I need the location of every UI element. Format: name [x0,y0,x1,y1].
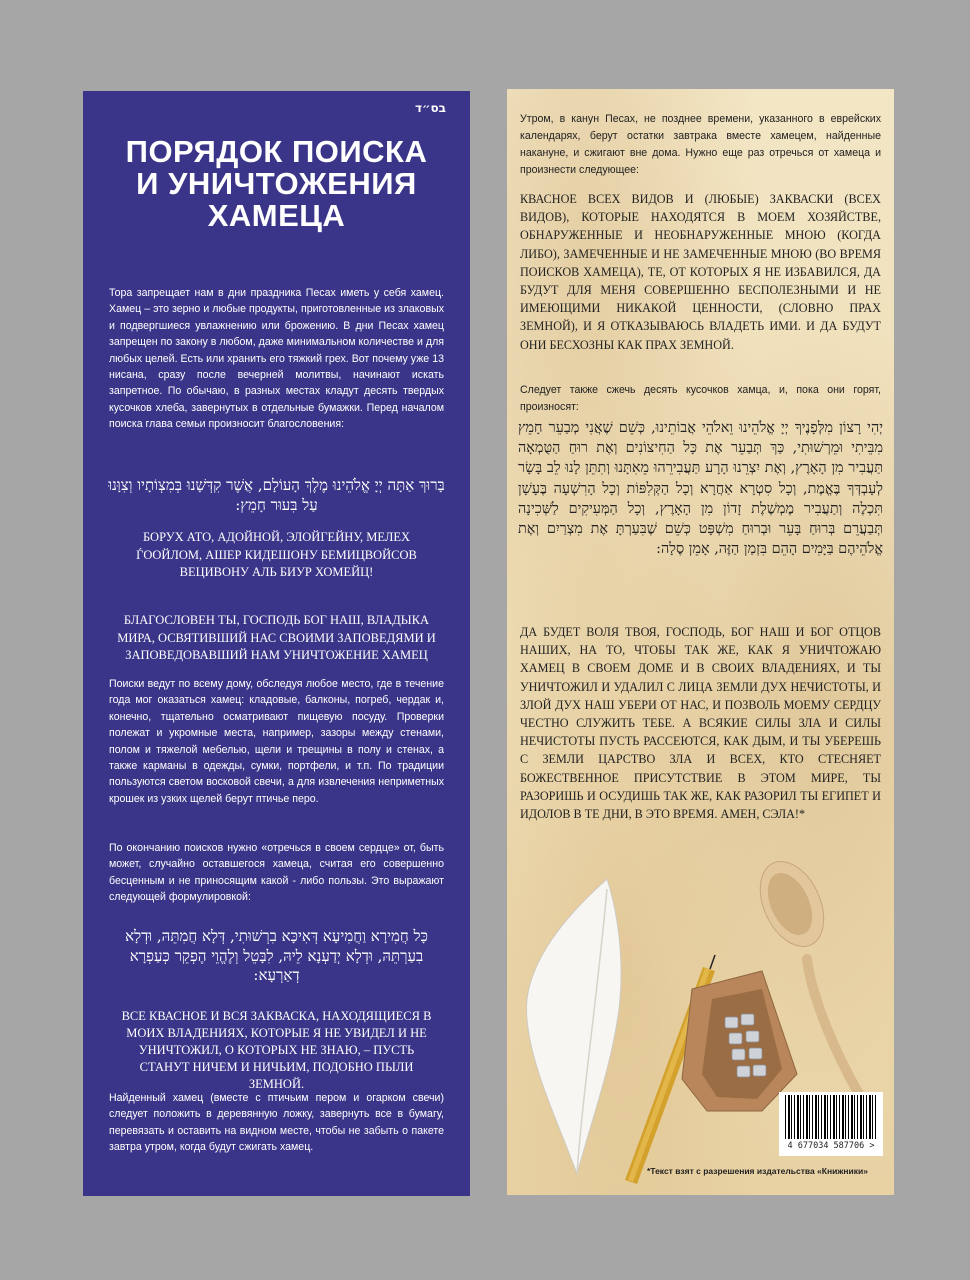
search-paragraph: Поиски ведут по всему дому, обследуя любое место, где в течение года мог оказаться хамец: кладовые, балконы, погреб, чердак и, конечно, тщательно осматривают пищевую посуду. Проверки полежат и укромные места, например, зазоры между стенами, полом и тяжелой мебелью, щели и трещины в полу и стенах, а также карманы в одежды, сумки, портфели, и т.п. По традиции пользуются светом восковой свечи, а для извлечения неприметных крошек из узких щелей берут птичье перо. [109,678,444,805]
blessing-translation: БЛАГОСЛОВЕН ТЫ, ГОСПОДЬ БОГ НАШ, ВЛАДЫКА МИРА, ОСВЯТИВШИЙ НАС СВОИМИ ЗАПОВЕДЯМИ И ЗАПОВЕДОВАВШИЙ НАМ УНИЧТОЖЕНИЕ ХАМЕЦ [117,613,436,662]
morning-paragraph: Утром, в канун Песах, не позднее времени, указанного в еврейских календарях, берут остатки завтрака вместе хамецем, найденные накануне, и сжигают вне дома. Нужно еще раз отречься от хамеца и произнести следующее: [520,113,881,176]
page-title [83,136,470,232]
found-paragraph: Найденный хамец (вместе с птичьим пером и огарком свечи) следует положить в деревянную ложку, завернуть все в бумагу, перевязать и оставить на видном месте, чтобы не забыть о пакете завтра утром, когда будут сжигать хамец. [109,1092,444,1154]
left-panel [83,91,470,1196]
title-line: ПОРЯДОК ПОИСКА [125,134,428,169]
footnote: *Текст взят с разрешения издательства «Книжники» [647,1166,868,1176]
title-line: И УНИЧТОЖЕНИЯ [136,166,417,201]
intro-paragraph: Тора запрещает нам в дни праздника Песах иметь у себя хамец. Хамец – это зерно и любые продукты, приготовленные из злаковых и подвергшиеся увлажнению или брожению. В дни Песах хамец запрещен по закону в любом, даже минимальном количестве и для любых целей. Есть или хранить его тяжкий грех. Вот почему уже 13 нисана, сразу после вечерней молитвы, начинают искать запретное. По обычаю, в разных местах кладут десять твердых кусочков хлеба, завернутых в отдельные бумажки. Перед началом поиска глава семьи произносит благословения: [109,287,444,431]
barcode [779,1092,883,1156]
title-line: ХАМЕЦА [207,198,346,233]
feather-icon [527,879,622,1174]
renounce-paragraph: По окончанию поисков нужно «отречься в своем сердце» от, быть может, случайно оставшегося хамеца, считая его совершенно бесценным и не приносящим какой - либо пользы. Это выражают следующей формулировкой: [109,842,444,904]
blessing-hebrew: בָּרוּךְ אַתָּה יְיָ אֱלֹהֵינוּ מֶלֶךְ הָעוֹלָם, אֲשֶׁר קִדְּשָׁנוּ בְּמִצְוֹתָיו וְצִוָּנוּ עַל בִּעוּר חָמֵץ: [108,476,445,514]
kol-chamira-translation: ВСЕ КВАСНОЕ И ВСЯ ЗАКВАСКА, НАХОДЯЩИЕСЯ В МОИХ ВЛАДЕНИЯХ, КОТОРЫЕ Я НЕ УВИДЕЛ И НЕ УНИЧТОЖИЛ, О КОТОРЫХ НЕ ЗНАЮ, – ПУСТЬ СТАНУТ НИЧЕМ И НИЧЬИМ, ПОДОБНО ПЫЛИ ЗЕМНОЙ. [121,1009,432,1091]
yehi-ratzon-translation: ДА БУДЕТ ВОЛЯ ТВОЯ, ГОСПОДЬ, БОГ НАШ И БОГ ОТЦОВ НАШИХ, НА ТО, ЧТОБЫ ТАК ЖЕ, КАК Я УНИЧТОЖАЮ ХАМЕЦ В СВОЕМ ДОМЕ И В СВОИХ ВЛАДЕНИЯХ, И ТЫ УНИЧТОЖИЛ И УДАЛИЛ С ЛИЦА ЗЕМЛИ ДУХ НЕЧИСТОТЫ, И ЗЛОЙ ДУХ НАШ УБЕРИ ОТ НАС, И ПОЗВОЛЬ МОЕМУ СЕРДЦУ ЧЕСТНО СЛУЖИТЬ ТЕБЕ. А ВСЯКИЕ СИЛЫ ЗЛА И СИЛЫ НЕЧИСТОТЫ ПУСТЬ РАССЕЮТСЯ, КАК ДЫМ, И ТЫ УБЕРЕШЬ С ЗЕМЛИ ЦАРСТВО ЗЛА И ВСЕХ, КТО СТЕСНЯЕТ БОЖЕСТВЕННОЕ ПРИСУТСТВИЕ В ЭТОМ МИРЕ, ТЫ РАЗОРИШЬ И ОСУДИШЬ ТАК ЖЕ, КАК РАЗОРИЛ ТЫ ЕГИПЕТ И ИДОЛОВ В ТЕ ДНИ, В ЭТО ВРЕМЯ. АМЕН, СЭЛА!* [520,625,881,822]
blessing-transliteration: БОРУХ АТО, АДОЙНОЙ, ЭЛОЙГЕЙНУ, МЕЛЕХ ЃООЙЛОМ, АШЕР КИДЕШОНУ БЕМИЦВОЙСОВ ВЕЦИВОНУ АЛЬ БИУР ХОМЕЙЦ! [136,530,417,579]
burn-intro: Следует также сжечь десять кусочков хамца, и, пока они горят, произносят: [520,384,881,413]
wrapped-bread-icon [682,971,797,1111]
bsd-mark: בס״ד [414,101,446,115]
right-panel [507,89,894,1195]
renounce-text: КВАСНОЕ ВСЕХ ВИДОВ И (ЛЮБЫЕ) ЗАКВАСКИ (ВСЕХ ВИДОВ), КОТОРЫЕ НАХОДЯТСЯ В МОЕМ ХОЗЯЙСТВЕ, ОБНАРУЖЕННЫЕ И НЕОБНАРУЖЕННЫЕ МНОЮ (КОГДА ЛИБО), ЗАМЕЧЕННЫЕ И НЕ ЗАМЕЧЕННЫЕ МНОЮ (ВО ВРЕМЯ ПОИСКОВ ХАМЕЦА), ТЕ, ОТ КОТОРЫХ Я НЕ ИЗБАВИЛСЯ, ДА БУДУТ ДЛЯ МЕНЯ СОВЕРШЕННО БЕСПОЛЕЗНЫМИ И НЕ ИМЕЮЩИМИ НИКАКОЙ ЦЕННОСТИ, (СЛОВНО ПРАХ ЗЕМНОЙ), И Я ОТКАЗЫВАЮСЬ ВЛАДЕТЬ ИМИ. И ДА БУДУТ ОНИ БЕСХОЗНЫ КАК ПРАХ ЗЕМНОЙ. [520,192,881,352]
kol-chamira-hebrew: כָּל חֲמִירָא וַחֲמִיעָא דְּאִיכָּא בִרְשׁוּתִי, דְּלָא חֲמִתֵּהּ, וּדְלָא בִעַרְתֵּהּ, וּדְלָא יְדַעְנָא לֵיהּ, לִבָּטֵל וְלֶהֱוֵי הֶפְקֵר כְּעַפְרָא דְאַרְעָא: [125,927,428,984]
barcode-number: 4 677034 587706 > [787,1141,875,1151]
yehi-ratzon-hebrew: יְהִי רָצוֹן מִלְּפָנֶיךָ יְיָ אֱלֹהֵינוּ וֵאלֹהֵי אֲבוֹתֵינוּ, כְּשֵׁם שֶׁאֲנִי מְבַעֵר חָמֵץ מִבֵּיתִי וּמֵרְשׁוּתִי, כַּךְ תְּבַעֵר אֶת כָּל הַחִיצוֹנִים וְאֶת רוּחַ הַטֻּמְאָה תַּעֲבִיר מִן הָאָרֶץ, וְאֶת יִצְרֵנוּ הָרָע תַּעֲבִירֵהוּ מֵאִתָּנוּ וְתִתֵּן לָנוּ לֵב בָּשָׂר לְעָבְדְּךָ בֶּאֱמֶת, וְכָל סִטְרָא אַחֲרָא וְכָל הַקְּלִפּוֹת וְכָל הָרִשְׁעָה בֶּעָשָׁן תִּכְלֶה וְתַעֲבִיר מֶמְשֶׁלֶת זָדוֹן מִן הָאָרֶץ, וְכָל הַמְּעִיקִים לַשְּׁכִינָה תְּבַעֲרֵם בְּרוּחַ בָּעֵר וּבְרוּחַ מִשְׁפָּט כְּשֵׁם שֶׁבִּעַרְתָּ אֶת מִצְרַיִם וְאֶת אֱלֹהֵיהֶם בַּיָּמִים הָהֵם בִּזְמַן הַזֶּה, אָמֵן סֶלָה: [518,420,883,558]
barcode-bars [785,1095,877,1139]
